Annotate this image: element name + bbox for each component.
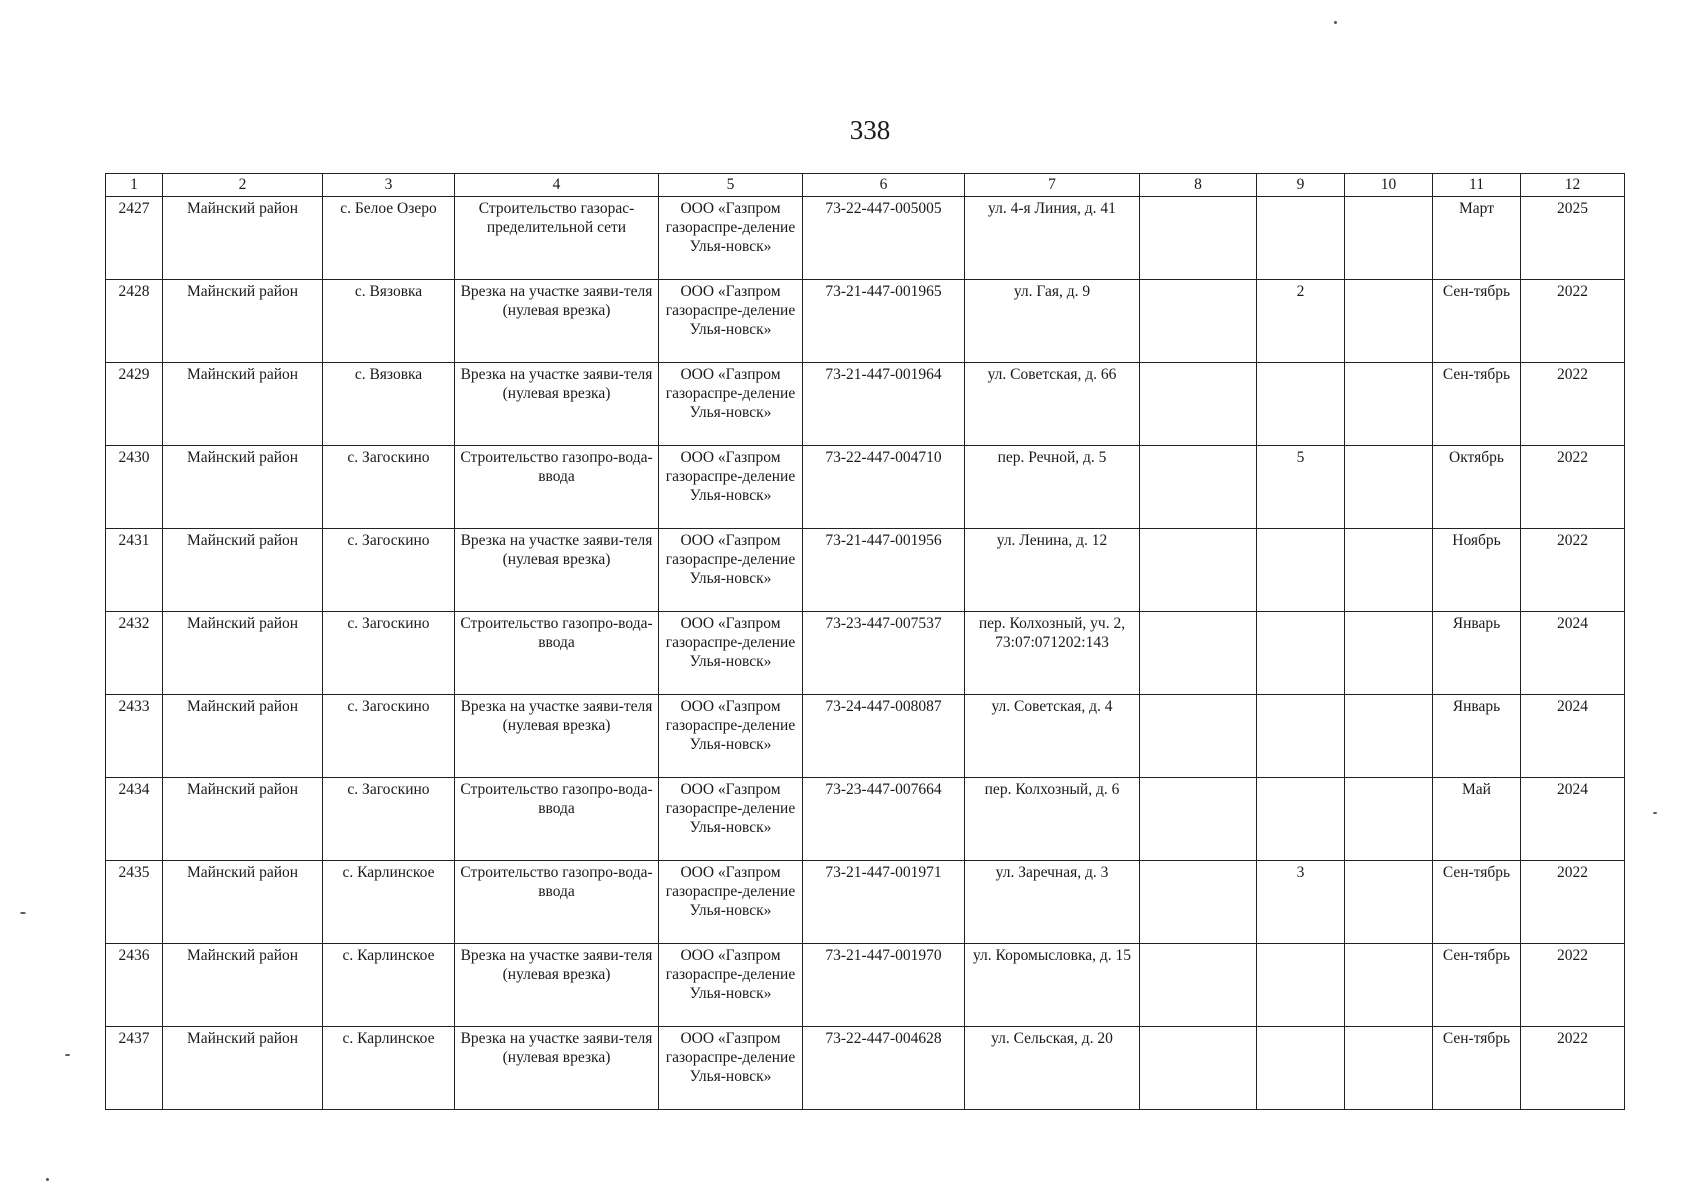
table-cell: 73-21-447-001965 bbox=[803, 280, 965, 363]
table-cell bbox=[1345, 529, 1433, 612]
table-cell: 2022 bbox=[1521, 363, 1625, 446]
table-cell: ул. Советская, д. 66 bbox=[965, 363, 1140, 446]
table-cell: ул. Заречная, д. 3 bbox=[965, 861, 1140, 944]
column-header: 1 bbox=[106, 174, 163, 197]
table-cell bbox=[1140, 280, 1257, 363]
table-cell: Майнский район bbox=[163, 1027, 323, 1110]
table-cell bbox=[1257, 363, 1345, 446]
table-cell bbox=[1345, 197, 1433, 280]
table-cell: 2022 bbox=[1521, 280, 1625, 363]
column-header: 4 bbox=[455, 174, 659, 197]
table-cell: 2432 bbox=[106, 612, 163, 695]
table-cell bbox=[1140, 612, 1257, 695]
table-cell: 2436 bbox=[106, 944, 163, 1027]
table-cell: 2024 bbox=[1521, 612, 1625, 695]
table-cell: Майнский район bbox=[163, 280, 323, 363]
table-cell: с. Загоскино bbox=[323, 695, 455, 778]
table-row bbox=[106, 197, 1625, 280]
table-cell: Май bbox=[1433, 778, 1521, 861]
table-row bbox=[106, 861, 1625, 944]
column-header: 8 bbox=[1140, 174, 1257, 197]
table-cell: с. Вязовка bbox=[323, 280, 455, 363]
table-cell: 2025 bbox=[1521, 197, 1625, 280]
table-cell: ул. Ленина, д. 12 bbox=[965, 529, 1140, 612]
table-cell: Врезка на участке заяви-теля (нулевая врезка) bbox=[455, 529, 659, 612]
register-table bbox=[105, 173, 1625, 1110]
page-number: 338 bbox=[849, 115, 891, 145]
table-cell: 73-24-447-008087 bbox=[803, 695, 965, 778]
table-cell: 73-21-447-001971 bbox=[803, 861, 965, 944]
table-cell: 2434 bbox=[106, 778, 163, 861]
column-header: 3 bbox=[323, 174, 455, 197]
scan-speck bbox=[1334, 21, 1337, 24]
table-cell: Ноябрь bbox=[1433, 529, 1521, 612]
table-cell: пер. Колхозный, уч. 2, 73:07:071202:143 bbox=[965, 612, 1140, 695]
column-header: 7 bbox=[965, 174, 1140, 197]
table-cell bbox=[1345, 861, 1433, 944]
table-cell bbox=[1140, 1027, 1257, 1110]
table-cell: Врезка на участке заяви-теля (нулевая врезка) bbox=[455, 363, 659, 446]
table-cell: Майнский район bbox=[163, 944, 323, 1027]
table-cell: с. Загоскино bbox=[323, 529, 455, 612]
table-cell: с. Карлинское bbox=[323, 1027, 455, 1110]
table-cell: Строительство газорас-пределительной сети bbox=[455, 197, 659, 280]
table-cell: Майнский район bbox=[163, 778, 323, 861]
table-cell bbox=[1345, 944, 1433, 1027]
column-header: 12 bbox=[1521, 174, 1625, 197]
scan-speck bbox=[1653, 812, 1657, 814]
table-row bbox=[106, 612, 1625, 695]
table-cell: Майнский район bbox=[163, 612, 323, 695]
column-header: 10 bbox=[1345, 174, 1433, 197]
table-cell bbox=[1257, 529, 1345, 612]
table-cell: ООО «Газпром газораспре-деление Улья-новск» bbox=[659, 778, 803, 861]
table-cell: Строительство газопро-вода-ввода bbox=[455, 778, 659, 861]
table-cell: Сен-тябрь bbox=[1433, 944, 1521, 1027]
table-cell: ООО «Газпром газораспре-деление Улья-новск» bbox=[659, 280, 803, 363]
table-cell: Сен-тябрь bbox=[1433, 861, 1521, 944]
table-cell: 73-21-447-001964 bbox=[803, 363, 965, 446]
table-row bbox=[106, 944, 1625, 1027]
table-cell: Строительство газопро-вода-ввода bbox=[455, 861, 659, 944]
column-header: 6 bbox=[803, 174, 965, 197]
table-cell: с. Карлинское bbox=[323, 861, 455, 944]
table-cell: Сен-тябрь bbox=[1433, 1027, 1521, 1110]
table-cell: 2433 bbox=[106, 695, 163, 778]
table-cell: Майнский район bbox=[163, 197, 323, 280]
table-cell: Врезка на участке заяви-теля (нулевая врезка) bbox=[455, 944, 659, 1027]
scan-speck bbox=[20, 912, 26, 914]
table-row bbox=[106, 695, 1625, 778]
table-cell bbox=[1140, 197, 1257, 280]
table-cell bbox=[1140, 778, 1257, 861]
table-row bbox=[106, 1027, 1625, 1110]
table-cell: Январь bbox=[1433, 612, 1521, 695]
table-cell: 2428 bbox=[106, 280, 163, 363]
table-cell bbox=[1140, 861, 1257, 944]
table-cell: с. Вязовка bbox=[323, 363, 455, 446]
table-cell bbox=[1257, 197, 1345, 280]
table-cell: Сен-тябрь bbox=[1433, 363, 1521, 446]
table-cell: с. Загоскино bbox=[323, 446, 455, 529]
table-cell bbox=[1140, 529, 1257, 612]
table-cell: пер. Колхозный, д. 6 bbox=[965, 778, 1140, 861]
table-cell bbox=[1345, 778, 1433, 861]
table-cell bbox=[1345, 446, 1433, 529]
table-cell: ООО «Газпром газораспре-деление Улья-новск» bbox=[659, 363, 803, 446]
table-cell: 2022 bbox=[1521, 1027, 1625, 1110]
table-cell bbox=[1345, 363, 1433, 446]
table-cell: 2427 bbox=[106, 197, 163, 280]
table-cell: 73-22-447-004710 bbox=[803, 446, 965, 529]
table-cell bbox=[1257, 695, 1345, 778]
table-cell: ООО «Газпром газораспре-деление Улья-новск» bbox=[659, 197, 803, 280]
table-cell bbox=[1257, 944, 1345, 1027]
table-cell: Майнский район bbox=[163, 363, 323, 446]
table-body bbox=[106, 197, 1625, 1110]
table-cell: ул. Советская, д. 4 bbox=[965, 695, 1140, 778]
column-header: 11 bbox=[1433, 174, 1521, 197]
column-header: 5 bbox=[659, 174, 803, 197]
table-row bbox=[106, 363, 1625, 446]
table-cell: 2 bbox=[1257, 280, 1345, 363]
table-cell: 5 bbox=[1257, 446, 1345, 529]
table-cell: Врезка на участке заяви-теля (нулевая врезка) bbox=[455, 1027, 659, 1110]
table-cell: 73-21-447-001970 bbox=[803, 944, 965, 1027]
table-cell bbox=[1140, 944, 1257, 1027]
table-cell: 3 bbox=[1257, 861, 1345, 944]
table-cell: 73-21-447-001956 bbox=[803, 529, 965, 612]
table-row bbox=[106, 446, 1625, 529]
table-cell: с. Карлинское bbox=[323, 944, 455, 1027]
table-row bbox=[106, 778, 1625, 861]
table-row bbox=[106, 529, 1625, 612]
table-cell: 2024 bbox=[1521, 778, 1625, 861]
table-cell: ул. Коромысловка, д. 15 bbox=[965, 944, 1140, 1027]
table-cell: Майнский район bbox=[163, 695, 323, 778]
table-cell bbox=[1140, 446, 1257, 529]
column-header: 2 bbox=[163, 174, 323, 197]
table-cell bbox=[1140, 363, 1257, 446]
table-cell: Октябрь bbox=[1433, 446, 1521, 529]
table-cell: 73-23-447-007664 bbox=[803, 778, 965, 861]
table-cell: ул. Сельская, д. 20 bbox=[965, 1027, 1140, 1110]
table-cell: Врезка на участке заяви-теля (нулевая врезка) bbox=[455, 695, 659, 778]
table-cell: 2431 bbox=[106, 529, 163, 612]
table-cell: 2024 bbox=[1521, 695, 1625, 778]
table-cell: пер. Речной, д. 5 bbox=[965, 446, 1140, 529]
table-cell: 2022 bbox=[1521, 861, 1625, 944]
table-cell bbox=[1345, 612, 1433, 695]
table-cell: ООО «Газпром газораспре-деление Улья-новск» bbox=[659, 1027, 803, 1110]
scan-speck bbox=[46, 1178, 49, 1181]
table-cell bbox=[1345, 1027, 1433, 1110]
table-cell: с. Белое Озеро bbox=[323, 197, 455, 280]
table-cell bbox=[1140, 695, 1257, 778]
header-row bbox=[106, 174, 1625, 197]
table-cell: 2022 bbox=[1521, 529, 1625, 612]
table-cell: 2437 bbox=[106, 1027, 163, 1110]
column-header: 9 bbox=[1257, 174, 1345, 197]
table-cell: Март bbox=[1433, 197, 1521, 280]
table-cell: Январь bbox=[1433, 695, 1521, 778]
scan-speck bbox=[65, 1054, 70, 1056]
table-cell: ул. 4-я Линия, д. 41 bbox=[965, 197, 1140, 280]
table-cell: 2435 bbox=[106, 861, 163, 944]
table-cell bbox=[1257, 778, 1345, 861]
table-cell: Строительство газопро-вода-ввода bbox=[455, 446, 659, 529]
table-cell: ООО «Газпром газораспре-деление Улья-новск» bbox=[659, 612, 803, 695]
table-cell bbox=[1257, 612, 1345, 695]
table-cell: 73-22-447-005005 bbox=[803, 197, 965, 280]
table-cell: 2430 bbox=[106, 446, 163, 529]
table-cell: Сен-тябрь bbox=[1433, 280, 1521, 363]
table-cell: 2022 bbox=[1521, 446, 1625, 529]
table-cell: ООО «Газпром газораспре-деление Улья-новск» bbox=[659, 446, 803, 529]
table-cell: с. Загоскино bbox=[323, 778, 455, 861]
table-row bbox=[106, 280, 1625, 363]
table-cell: 2429 bbox=[106, 363, 163, 446]
table-cell: 2022 bbox=[1521, 944, 1625, 1027]
table-cell: с. Загоскино bbox=[323, 612, 455, 695]
table-cell: 73-23-447-007537 bbox=[803, 612, 965, 695]
table-cell: Майнский район bbox=[163, 529, 323, 612]
table-cell: ООО «Газпром газораспре-деление Улья-новск» bbox=[659, 944, 803, 1027]
table-cell: Врезка на участке заяви-теля (нулевая врезка) bbox=[455, 280, 659, 363]
table-cell: Майнский район bbox=[163, 446, 323, 529]
table-cell bbox=[1345, 695, 1433, 778]
table-cell: Строительство газопро-вода-ввода bbox=[455, 612, 659, 695]
table-cell: ООО «Газпром газораспре-деление Улья-новск» bbox=[659, 529, 803, 612]
table-cell bbox=[1257, 1027, 1345, 1110]
table-cell: ООО «Газпром газораспре-деление Улья-новск» bbox=[659, 695, 803, 778]
table-cell: ул. Гая, д. 9 bbox=[965, 280, 1140, 363]
table-cell: 73-22-447-004628 bbox=[803, 1027, 965, 1110]
table-cell: Майнский район bbox=[163, 861, 323, 944]
table-cell: ООО «Газпром газораспре-деление Улья-новск» bbox=[659, 861, 803, 944]
table-header bbox=[106, 174, 1625, 197]
table-cell bbox=[1345, 280, 1433, 363]
